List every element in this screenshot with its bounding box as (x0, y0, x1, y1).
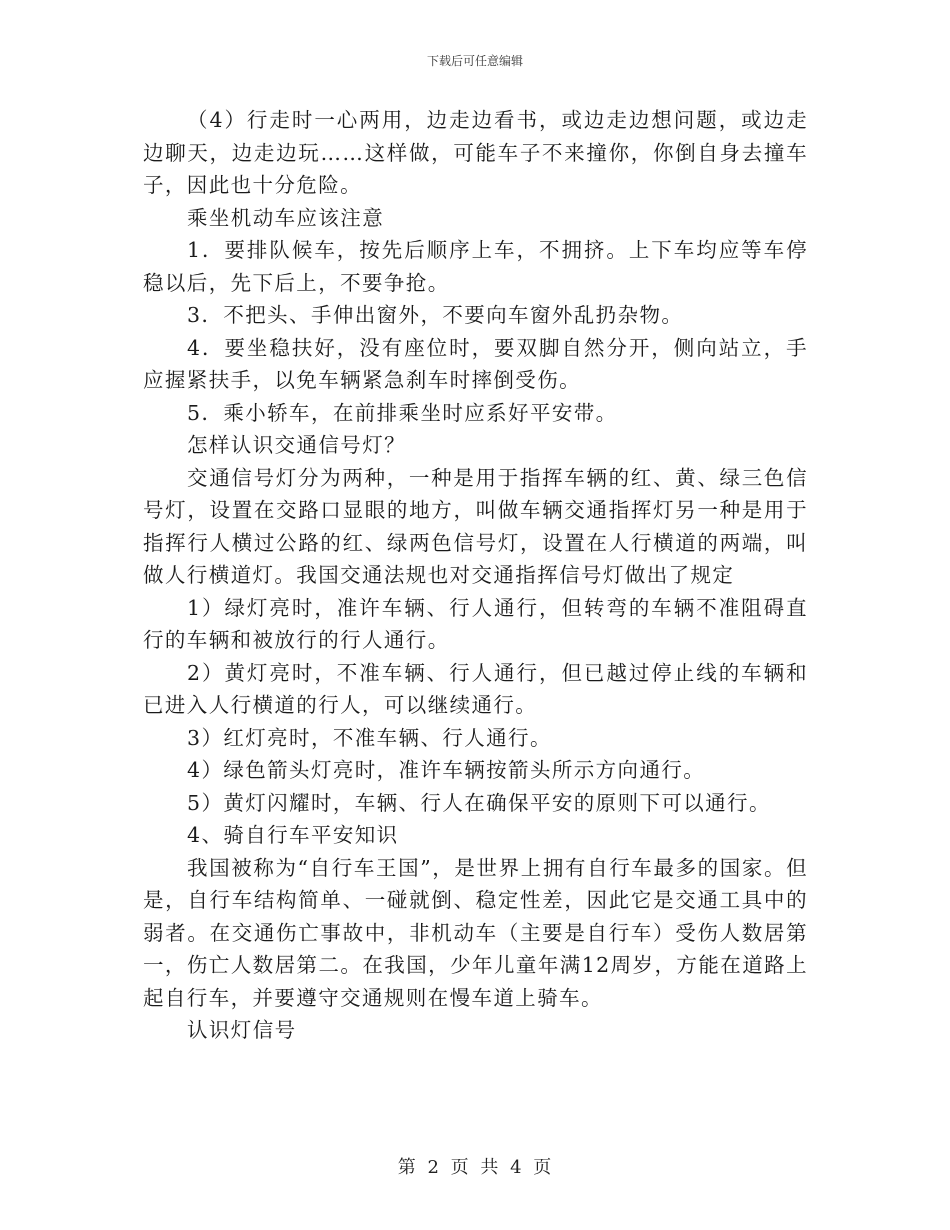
section-heading-traffic-lights: 怎样认识交通信号灯？ (187, 433, 406, 457)
list-item-queue-boarding: 1．要排队候车，按先后顺序上车，不拥挤。上下车均应等车停稳以后，先下后上，不要争抢。 (143, 238, 808, 295)
list-item-sit-steady: 4．要坐稳扶好，没有座位时，要双脚自然分开，侧向站立，手应握紧扶手，以免车辆紧急刹车时摔倒受伤。 (143, 335, 808, 392)
section-heading-bicycle-safety: 4、骑自行车平安知识 (187, 823, 399, 847)
document-body (143, 104, 808, 1047)
page-number-footer: 第 2 页 共 4 页 (397, 1157, 553, 1178)
list-item-seat-belt: 5．乘小轿车，在前排乘坐时应系好平安带。 (187, 400, 618, 425)
list-item-green-arrow: 4）绿色箭头灯亮时，准许车辆按箭头所示方向通行。 (187, 758, 706, 782)
paragraph-bicycle-kingdom: 我国被称为“自行车王国”，是世界上拥有自行车最多的国家。但是，自行车结构简单、一碰就倒、稳定性差，因此它是交通工具中的弱者。在交通伤亡事故中，非机动车（主要是自行车）受伤人数居第一，伤亡人数居第二。在我国，少年儿童年满12周岁，方能在道路上起自行车，并要遵守交通规则在慢车道上骑车。 (143, 855, 808, 1010)
list-item-green-light: 1）绿灯亮时，准许车辆、行人通行，但转弯的车辆不准阻碍直行的车辆和被放行的行人通行。 (143, 595, 808, 652)
paragraph-walking-distraction: （4）行走时一心两用，边走边看书，或边走边想问题，或边走边聊天，边走边玩……这样做，可能车子不来撞你，你倒自身去撞车子，因此也十分危险。 (143, 108, 808, 197)
section-heading-riding-vehicles: 乘坐机动车应该注意 (187, 205, 385, 230)
page-header: 下载后可任意编辑 (426, 54, 523, 68)
list-item-yellow-flash: 5）黄灯闪耀时，车辆、行人在确保平安的原则下可以通行。 (187, 790, 771, 815)
paragraph-traffic-light-types: 交通信号灯分为两种，一种是用于指挥车辆的红、黄、绿三色信号灯，设置在交路口显眼的地方，叫做车辆交通指挥灯另一种是用于指挥行人横过公路的红、绿两色信号灯，设置在人行横道的两端，叫做人行横道灯。我国交通法规也对交通指挥信号灯做出了规定 (143, 465, 808, 587)
list-item-no-head-out-window: 3．不把头、手伸出窗外，不要向车窗外乱扔杂物。 (187, 303, 684, 327)
section-heading-light-signals: 认识灯信号 (187, 1018, 297, 1042)
list-item-yellow-light: 2）黄灯亮时，不准车辆、行人通行，但已越过停止线的车辆和已进入人行横道的行人，可以继续通行。 (143, 660, 808, 717)
list-item-red-light: 3）红灯亮时，不准车辆、行人通行。 (187, 725, 552, 750)
